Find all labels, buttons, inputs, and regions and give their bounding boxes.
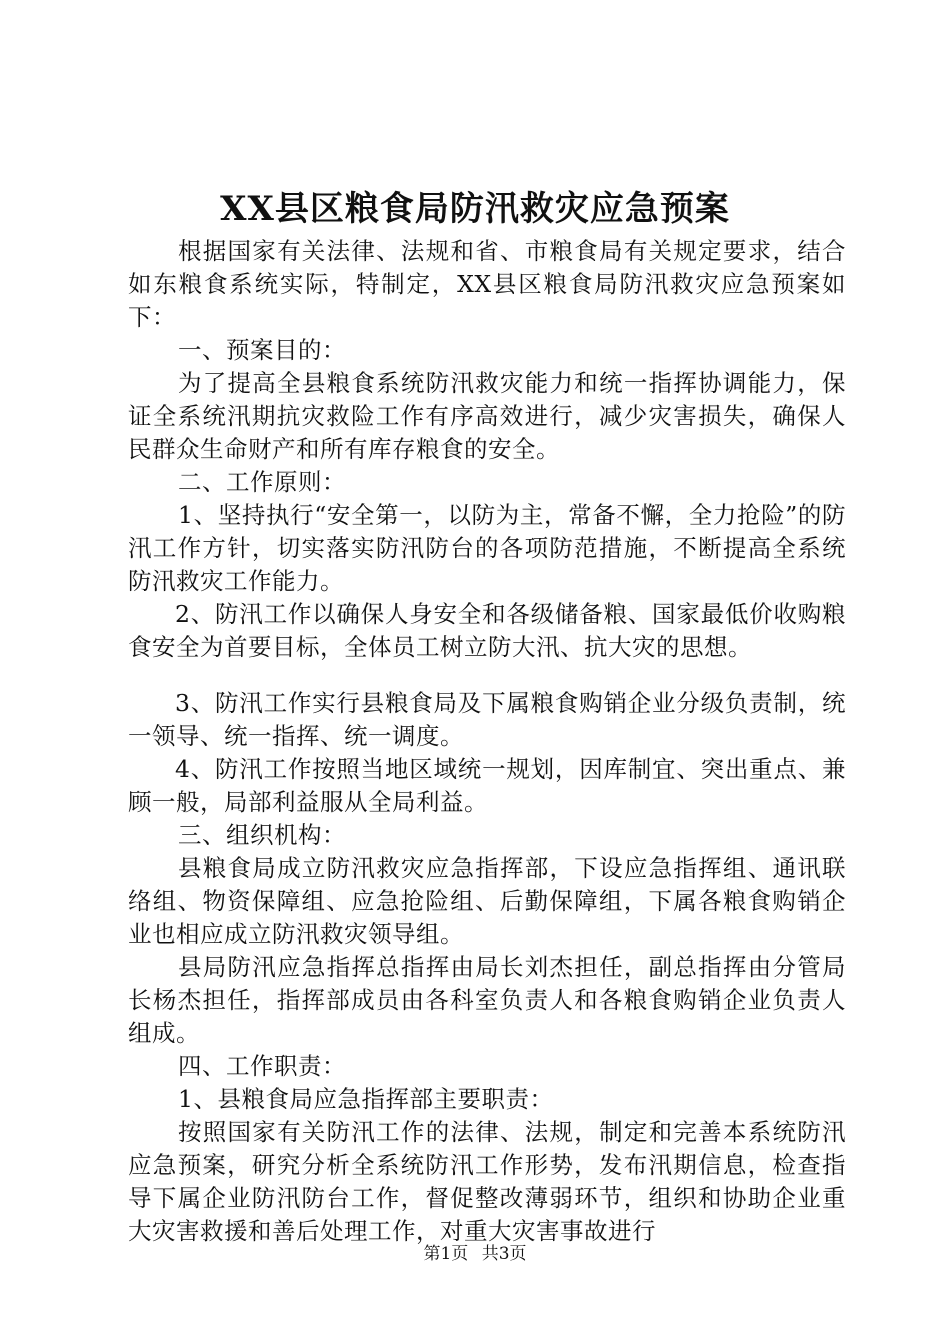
document-body — [128, 235, 846, 1248]
paragraph-principle-1: 1、坚持执行“安全第一，以防为主，常备不懈，全力抢险”的防汛工作方针，切实落实防汛防台的各项防范措施，不断提高全系统防汛救灾工作能力。 — [128, 501, 846, 595]
paragraph-principle-4: 4、防汛工作按照当地区域统一规划，因库制宜、突出重点、兼顾一般，局部利益服从全局利益。 — [128, 755, 846, 816]
paragraph-intro: 根据国家有关法律、法规和省、市粮食局有关规定要求，结合如东粮食系统实际，特制定，XX县区粮食局防汛救灾应急预案如下： — [128, 237, 846, 331]
paragraph-gap — [128, 664, 846, 687]
paragraph-organization-2: 县局防汛应急指挥总指挥由局长刘杰担任，副总指挥由分管局长杨杰担任，指挥部成员由各科室负责人和各粮食购销企业负责人组成。 — [128, 953, 846, 1047]
heading-principles: 二、工作原则： — [178, 468, 346, 496]
paragraph-organization-1: 县粮食局成立防汛救灾应急指挥部，下设应急指挥组、通讯联络组、物资保障组、应急抢险组、后勤保障组，下属各粮食购销企业也相应成立防汛救灾领导组。 — [128, 854, 846, 948]
page-total: 共3页 — [481, 1244, 527, 1264]
heading-duty-1: 1、县粮食局应急指挥部主要职责： — [178, 1085, 554, 1113]
heading-duties: 四、工作职责： — [178, 1052, 346, 1080]
document-title: XX县区粮食局防汛救灾应急预案 — [220, 189, 730, 229]
heading-purpose: 一、预案目的： — [178, 336, 346, 364]
paragraph-principle-3: 3、防汛工作实行县粮食局及下属粮食购销企业分级负责制，统一领导、统一指挥、统一调度。 — [128, 689, 846, 750]
paragraph-principle-2: 2、防汛工作以确保人身安全和各级储备粮、国家最低价收购粮食安全为首要目标，全体员工树立防大汛、抗大灾的思想。 — [128, 600, 846, 661]
page-footer — [0, 1242, 950, 1266]
paragraph-duty-1: 按照国家有关防汛工作的法律、法规，制定和完善本系统防汛应急预案，研究分析全系统防汛工作形势，发布汛期信息，检查指导下属企业防汛防台工作，督促整改薄弱环节，组织和协助企业重大灾害救援和善后处理工作，对重大灾害事故进行 — [128, 1118, 846, 1245]
heading-organization: 三、组织机构： — [178, 821, 346, 849]
paragraph-purpose: 为了提高全县粮食系统防汛救灾能力和统一指挥协调能力，保证全系统汛期抗灾救险工作有序高效进行，减少灾害损失，确保人民群众生命财产和所有库存粮食的安全。 — [128, 369, 846, 463]
page-number: 第1页 — [423, 1244, 469, 1264]
